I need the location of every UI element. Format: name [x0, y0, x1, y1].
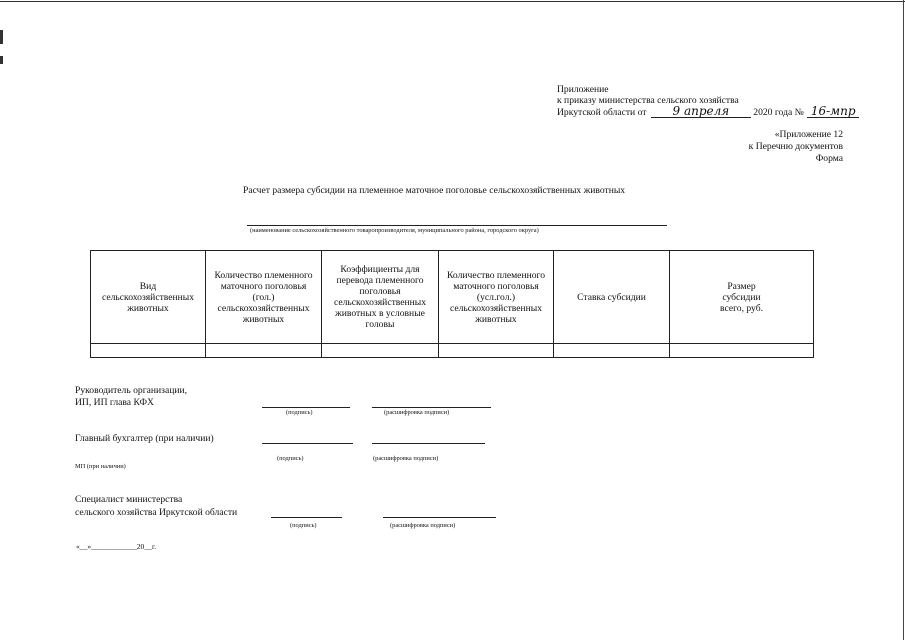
applicant-name-caption: (наименование сельскохозяйственного товаропроизводителя, муниципального района, городского округа): [250, 227, 539, 234]
cell-head-count[interactable]: [206, 344, 322, 358]
applicant-name-line: [247, 225, 667, 226]
head-decoding-line: [372, 407, 491, 408]
head-label-line-1: Руководитель организации,: [75, 385, 188, 396]
appendix-line-3: [557, 106, 859, 117]
specialist-signature-line: [271, 517, 342, 518]
specialist-label-line-1: Специалист министерства: [75, 494, 183, 505]
cell-conditional-head-count[interactable]: [439, 344, 554, 358]
cell-subsidy-total[interactable]: [670, 344, 814, 358]
header-conditional-head-count: Количество племенного маточного поголовья (усл.гол.) сельскохозяйственных животных: [439, 251, 554, 344]
accountant-signature-caption: (подпись): [277, 455, 304, 462]
head-signature-line: [262, 407, 350, 408]
header-subsidy-total: Размер субсидии всего, руб.: [670, 251, 814, 344]
head-decoding-caption: (расшифровка подписи): [384, 409, 450, 416]
header-animal-type: Вид сельскохозяйственных животных: [91, 251, 206, 344]
appendix-header: [557, 84, 859, 117]
annex-reference: [749, 129, 843, 165]
accountant-signature-line: [262, 443, 353, 444]
specialist-signature-caption: (подпись): [290, 522, 317, 529]
table-row: [91, 344, 814, 358]
annex-ref-line-2: к Перечню документов: [748, 141, 843, 152]
page-right-border: [903, 0, 904, 640]
table-header-row: [91, 251, 814, 344]
header-head-count: Количество племенного маточного поголовья (гол.) сельскохозяйственных животных: [206, 251, 322, 344]
header-subsidy-rate: Ставка субсидии: [554, 251, 670, 344]
annex-ref-line-1: «Приложение 12: [774, 129, 843, 140]
specialist-decoding-line: [383, 517, 496, 518]
appendix-year-number-prefix: 2020 года №: [753, 107, 804, 118]
subsidy-calculation-table: [90, 250, 814, 358]
cell-subsidy-rate[interactable]: [554, 344, 670, 358]
annex-ref-line-3: Форма: [815, 153, 843, 164]
page-top-border: [0, 1, 905, 2]
head-label-line-2: ИП, ИП глава КФХ: [75, 397, 154, 408]
accountant-decoding-line: [372, 443, 485, 444]
seal-label: МП (при наличии): [75, 463, 126, 470]
cell-animal-type[interactable]: [91, 344, 206, 358]
appendix-line-1: Приложение: [557, 84, 609, 95]
specialist-label-line-2: сельского хозяйства Иркутской области: [75, 507, 238, 518]
specialist-decoding-caption: (расшифровка подписи): [390, 522, 456, 529]
date-line: «__»____________20__г.: [76, 542, 157, 551]
appendix-date-prefix: Иркутской области от: [557, 107, 647, 118]
handwritten-date: 9 апреля: [651, 106, 751, 118]
accountant-label: Главный бухгалтер (при наличии): [75, 433, 214, 444]
handwritten-order-number: 16-мпр: [807, 106, 859, 118]
appendix-line-2: к приказу министерства сельского хозяйства: [557, 95, 739, 106]
header-conversion-coefficient: Коэффициенты для перевода племенного поголовья сельскохозяйственных животных в условные головы: [322, 251, 439, 344]
form-title: Расчет размера субсидии на племенное маточное поголовье сельскохозяйственных животных: [243, 185, 626, 196]
head-signature-caption: (подпись): [286, 409, 313, 416]
cell-conversion-coefficient[interactable]: [322, 344, 439, 358]
accountant-decoding-caption: (расшифровка подписи): [373, 455, 439, 462]
